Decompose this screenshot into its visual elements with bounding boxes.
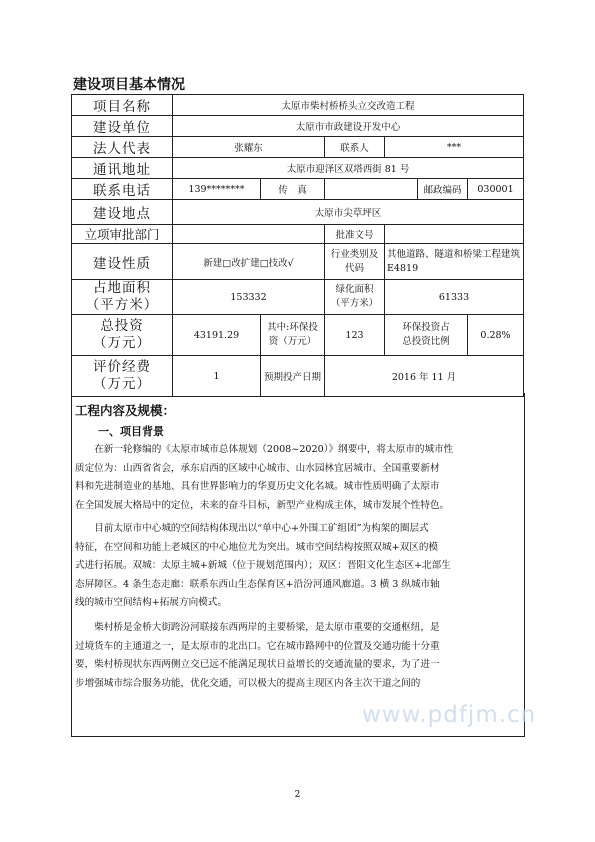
basic-info-table [71,94,524,397]
value-env-investment: 123 [325,315,385,356]
paragraph-3-line: 要，柴村桥现状东西两侧立交已远不能满足现状日益增长的交通流量的要求，为了进一 [75,659,440,670]
label-address: 通讯地址 [72,158,173,179]
paragraph-1-line: 质定位为：山西省省会，承东启西的区域中心城市、山水园林宜居城市、全国重要新材 [75,462,440,474]
label-legal-rep: 法人代表 [72,137,173,158]
section-subtitle: 一、项目背景 [98,425,164,438]
project-content-section [71,393,525,737]
paragraph-3-line: 步增强城市综合服务功能，优化交通，可以极大的提高主现区内各主次干道之间的 [75,677,421,689]
paragraph-1-line: 在全国发展大格局中的定位，未来的奋斗目标，新型产业构成主体，城市发展个性特色。 [75,499,450,511]
label-env-line1: 其中:环保投 [267,322,318,333]
value-industry: 其他道路、隧道和桥梁工程建筑 E4819 [385,244,524,280]
paragraph-3-line: 柴村桥是金桥大街跨汾河联接东西两岸的主要桥梁，是太原市重要的交通枢纽，是 [94,622,440,633]
value-date: 2016 年 11 月 [325,356,524,397]
label-ratio-line2: 总投资比例 [402,336,450,347]
value-postal: 030001 [468,179,524,200]
label-fax: 传 真 [261,179,325,200]
label-contact: 联系人 [325,137,385,158]
label-fee-line1: 评价经费 [93,359,151,375]
value-investment: 43191.29 [173,315,261,356]
paragraph-1-line: 在新一轮修编的《太原市城市总体规划（2008~2020）》纲要中，将太原市的城市性 [94,444,454,455]
label-area-line2: （平方米） [85,297,159,313]
label-investment [72,315,173,356]
value-legal-rep: 张耀东 [173,137,325,158]
value-phone: 139******** [173,179,261,200]
row-approval [72,225,524,244]
label-phone: 联系电话 [72,179,173,200]
row-nature [72,244,524,280]
row-project-name [72,95,524,116]
value-project-name: 太原市柴村桥桥头立交改造工程 [173,95,524,116]
label-area [72,280,173,315]
label-ratio-line1: 环保投资占 [402,322,450,333]
label-env-ratio [385,315,468,356]
value-nature: 新建□改扩建□技改√ [173,244,325,280]
label-nature: 建设性质 [72,244,173,280]
value-fax [325,179,418,200]
row-area [72,280,524,315]
label-construction-unit: 建设单位 [72,116,173,137]
section-title: 工程内容及规模： [75,403,176,418]
row-legal-rep [72,137,524,158]
paragraph-3 [75,619,519,693]
label-env-investment [261,315,325,356]
paragraph-3-line: 过境货车的主通道之一，是太原市的北出口。它在城市路网中的位置及交通功能十分重 [75,640,440,652]
label-industry: 行业类别及代码 [325,244,385,280]
watermark: www.pdfjm.cn [362,702,537,728]
label-approval-doc: 批准文号 [325,225,385,244]
value-area: 153332 [173,280,325,315]
label-investment-line1: 总投资 [100,318,144,334]
paragraph-2-line: 态屏障区。4 条生态走廊：联系东西山生态保育区+沿汾河通风廊道。3 横 3 纵城市轴 [75,578,440,590]
row-address [72,158,524,179]
label-postal: 邮政编码 [418,179,468,200]
page-title: 建设项目基本情况 [73,77,185,93]
label-location: 建设地点 [72,200,173,225]
value-location: 太原市尖草坪区 [173,200,524,225]
value-approval-doc [385,225,524,244]
label-green-line2: （平方米） [330,298,379,309]
label-area-line1: 占地面积 [93,280,151,296]
label-date: 预期投产日期 [261,356,325,397]
paragraph-2 [75,520,519,613]
label-fee [72,356,173,397]
label-green [325,280,385,315]
label-env-line2: 资（万元） [268,336,317,347]
row-investment [72,315,524,356]
label-project-name: 项目名称 [72,95,173,116]
paragraph-2-line: 特征，在空间和功能上老城区的中心地位尤为突出。城市空间结构按照双城+双区的模 [75,541,439,553]
paragraph-2-line: 线的城市空间结构+拓展方向模式。 [75,597,227,608]
value-approval [173,225,325,244]
label-investment-line2: （万元） [93,335,151,351]
paragraph-2-line: 式进行拓展。双城：太原主城+新城（位于规划范围内）；双区：晋阳文化生态区+北部生 [75,560,451,571]
label-approval: 立项审批部门 [72,225,173,244]
paragraph-1-line: 料和先进制造业的基地、具有世界影响力的华夏历史文化名城。城市性质明确了太原市 [75,481,440,492]
row-phone [72,179,524,200]
row-fee [72,356,524,397]
row-construction-unit [72,116,524,137]
paragraph-1 [75,441,519,515]
value-construction-unit: 太原市市政建设开发中心 [173,116,524,137]
paragraph-2-line: 目前太原市中心城的空间结构体现出以“单中心+外围工矿组团”为构架的圈层式 [94,523,429,534]
row-location [72,200,524,225]
value-contact: *** [385,137,524,158]
label-fee-line2: （万元） [93,376,151,392]
value-green: 61333 [385,280,524,315]
value-fee: 1 [173,356,261,397]
value-env-ratio: 0.28% [468,315,524,356]
page-number: 2 [294,790,301,800]
label-green-line1: 绿化面积 [335,284,374,295]
value-address: 太原市迎泽区双塔西街 81 号 [173,158,524,179]
